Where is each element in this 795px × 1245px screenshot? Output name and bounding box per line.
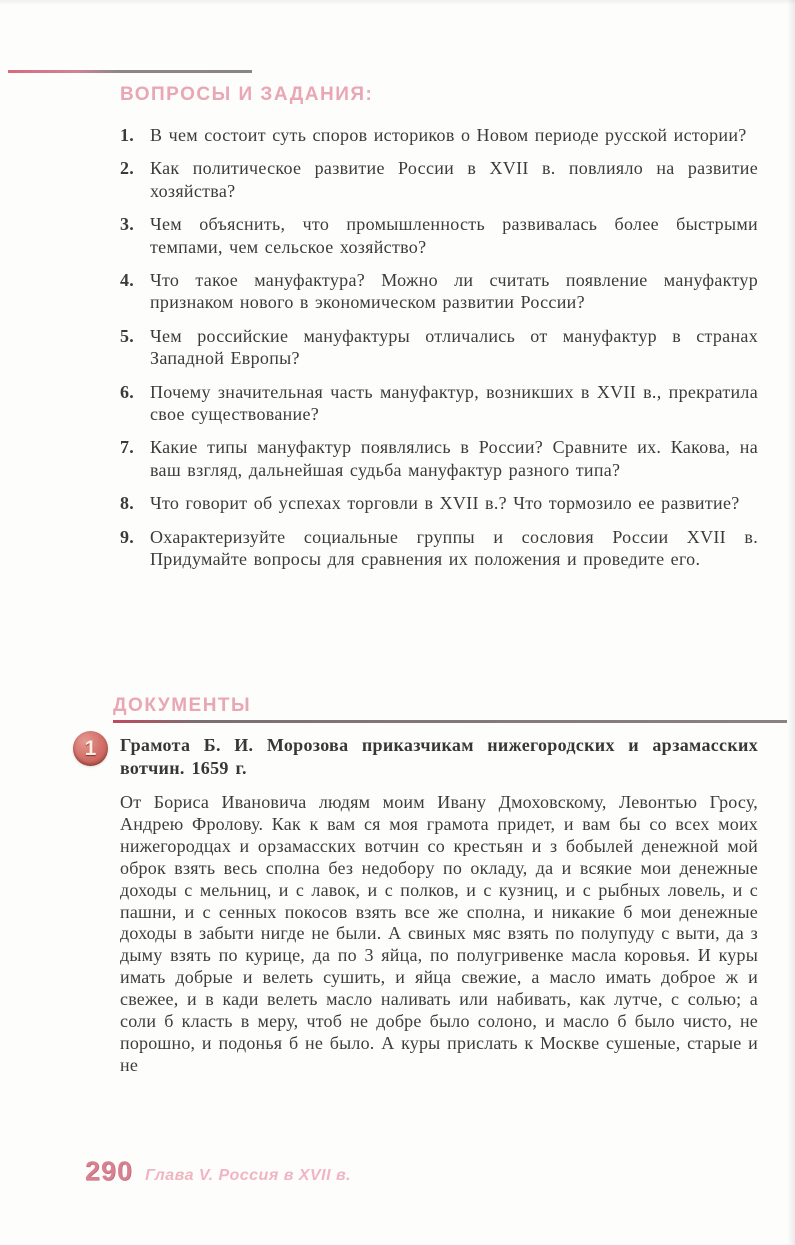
question-text: Что говорит об успехах торговли в XVII в.? Что тормозило ее развитие? — [150, 493, 740, 514]
question-number: 4. — [120, 270, 135, 291]
question-number: 3. — [120, 214, 135, 235]
question-number: 7. — [120, 437, 135, 458]
page-number: 290 — [85, 1156, 134, 1186]
question-number: 1. — [120, 125, 135, 145]
document-number-badge: 1 — [73, 731, 108, 766]
question-text: Как политическое развитие России в XVII в. повлияло на развитие хозяйства? — [150, 158, 758, 201]
question-item — [120, 213, 758, 258]
question-item — [120, 526, 758, 571]
question-number: 9. — [120, 526, 135, 547]
chapter-title: Глава V. Россия в XVII в. — [145, 1167, 352, 1184]
question-text: Какие типы мануфактур появлялись в России? Сравните их. Какова, на ваш взгляд, дальнейшая судьба мануфактур разного типа? — [150, 437, 758, 480]
document-title: Грамота Б. И. Морозова приказчикам нижегородских и арзамасских вотчин. 1659 г. — [120, 735, 758, 778]
question-text: Чем объяснить, что промышленность развивалась более быстрыми темпами, чем сельское хозяйство? — [150, 214, 758, 257]
question-text: Охарактеризуйте социальные группы и сословия России XVII в. Придумайте вопросы для сравнения их положения и проведите его. — [150, 526, 758, 570]
question-item — [120, 492, 758, 514]
documents-section-heading: ДОКУМЕНТЫ — [113, 695, 252, 716]
question-number: 8. — [120, 493, 135, 514]
question-number: 5. — [120, 325, 135, 346]
question-text: Почему значительная часть мануфактур, возникших в XVII в., прекратила свое существование? — [150, 381, 758, 425]
question-item — [120, 124, 758, 146]
documents-section-rule — [113, 720, 787, 723]
question-item — [120, 157, 758, 202]
question-item — [120, 325, 758, 370]
question-text: Чем российские мануфактуры отличались от мануфактур в странах Западной Европы? — [150, 325, 758, 369]
document-body-text: От Бориса Ивановича людям моим Ивану Дмоховскому, Левонтью Гросу, Андрею Фролову. Как к вам ся моя грамота придет, и вам бы со всех моих нижегородцах и орзамасских вотчин со крестьян и з бобылей денежной мой оброк взять весь сполна без недобору по окладу, да и всякие мои денежные доходы с мельниц, и с лавок, и с полков, и с кузниц, и с рыбных ловель, и с пашни, и с сенных покосов взять все же сполна, и никакие б мои денежные доходы в забыти нигде не были. А свиных мяс взять по полупуду с выти, да з дыму взять по курице, да по 3 яйца, по полугривенке масла коровья. И куры имать добрые и велеть сушить, и яйца свежие, а масло имать доброе ж и свежее, и в кади велеть масло наливать или набивать, как лутче, с солью; а соли б класть в меру, чтоб не добре было солоно, и масло б было чисто, не порошно, и подонья б не было. А куры прислать к Москве сушеные, старые и не — [120, 792, 758, 1075]
question-item — [120, 436, 758, 481]
question-number: 2. — [120, 158, 135, 179]
question-item — [120, 381, 758, 426]
question-text: Что такое мануфактура? Можно ли считать появление мануфактур признаком нового в экономическом развитии России? — [150, 270, 758, 313]
page-footer — [85, 1156, 351, 1187]
question-number: 6. — [120, 381, 135, 402]
top-section-rule — [8, 70, 252, 73]
questions-list — [120, 124, 758, 582]
question-item — [120, 269, 758, 314]
questions-section-heading: ВОПРОСЫ И ЗАДАНИЯ: — [120, 84, 374, 105]
question-text: В чем состоит суть споров историков о Новом периоде русской истории? — [150, 125, 747, 145]
